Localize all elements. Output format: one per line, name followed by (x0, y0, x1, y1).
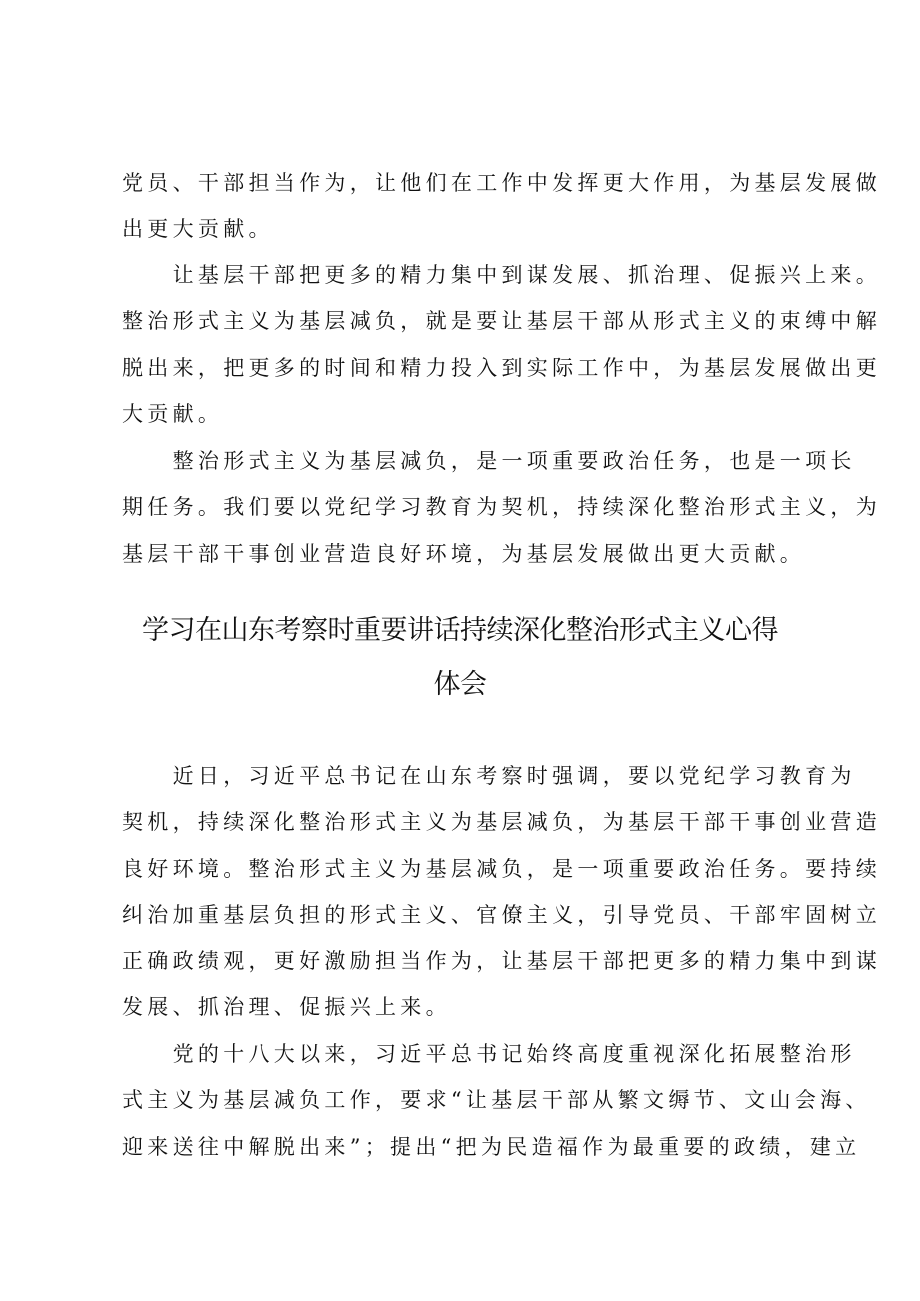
text-line: 脱出来，把更多的时间和精力投入到实际工作中，为基层发展做出更 (122, 355, 881, 380)
text-line: 发展、抓治理、促振兴上来。 (122, 995, 451, 1020)
section-title-line-1: 学习在山东考察时重要讲话持续深化整治形式主义心得 (142, 615, 778, 646)
text-line: 基层干部干事创业营造良好环境，为基层发展做出更大贡献。 (122, 541, 806, 566)
text-line: 近日，习近平总书记在山东考察时强调，要以党纪学习教育为 (122, 764, 856, 788)
text-line: 良好环境。整治形式主义为基层减负，是一项重要政治任务。要持续 (122, 856, 881, 881)
text-line: 正确政绩观，更好激励担当作为，让基层干部把更多的精力集中到谋 (122, 949, 881, 974)
text-line: 出更大贡献。 (122, 217, 274, 242)
section-title (60, 604, 860, 712)
text-line: 式主义为基层减负工作，要求“让基层干部从繁文缛节、文山会海、 (122, 1088, 871, 1113)
section-title-line-2: 体会 (433, 669, 487, 700)
paragraph-4 (122, 753, 881, 1031)
text-line: 整治形式主义为基层减负，就是要让基层干部从形式主义的束缚中解 (122, 309, 881, 334)
text-line: 党员、干部担当作为，让他们在工作中发挥更大作用，为基层发展做 (122, 171, 881, 195)
paragraph-2 (122, 252, 881, 437)
text-line: 迎来送往中解脱出来”；提出“把为民造福作为最重要的政绩，建立 (122, 1134, 861, 1159)
text-line: 党的十八大以来，习近平总书记始终高度重视深化拓展整治形 (122, 1042, 856, 1066)
text-line: 大贡献。 (122, 401, 224, 426)
text-line: 期任务。我们要以党纪学习教育为契机，持续深化整治形式主义，为 (122, 495, 881, 520)
text-line: 整治形式主义为基层减负，是一项重要政治任务，也是一项长 (122, 449, 856, 473)
text-line: 让基层干部把更多的精力集中到谋发展、抓治理、促振兴上来。 (122, 263, 881, 287)
text-line: 契机，持续深化整治形式主义为基层减负，为基层干部干事创业营造 (122, 810, 881, 835)
paragraph-3 (122, 438, 881, 577)
paragraph-5 (122, 1031, 871, 1170)
text-line: 纠治加重基层负担的形式主义、官僚主义，引导党员、干部牢固树立 (122, 902, 881, 927)
paragraph-1 (122, 160, 881, 253)
